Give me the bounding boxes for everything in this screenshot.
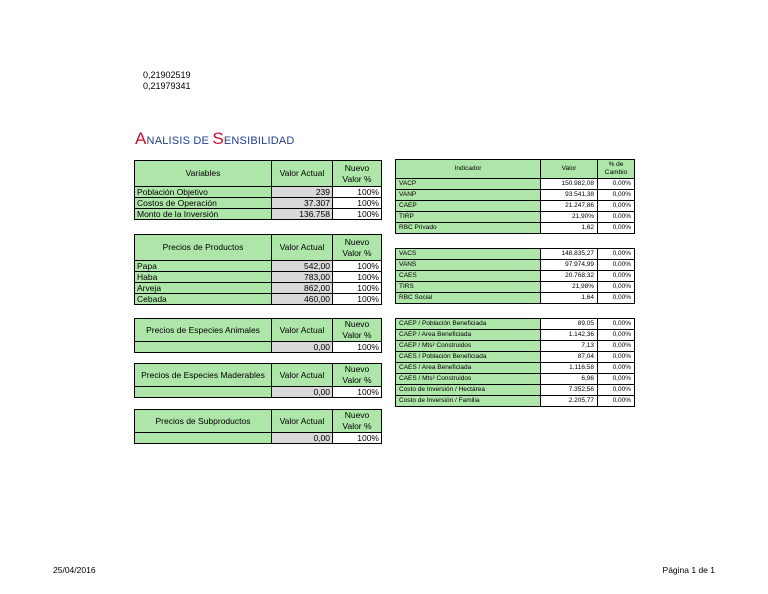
table-row [135, 294, 382, 305]
row-pct[interactable]: 100% [333, 261, 382, 272]
nuevo-valor-header: Nuevo Valor % [333, 235, 382, 261]
indicator-label: VANP [396, 190, 541, 201]
indicator-value: 7,13 [541, 341, 598, 352]
indicator-change: 0,00% [598, 179, 635, 190]
table-row [396, 330, 635, 341]
table-row [396, 374, 635, 385]
indicator-value: 87,04 [541, 352, 598, 363]
subproductos-table [134, 409, 382, 444]
table-header-row [135, 161, 382, 187]
productos-header: Precios de Productos [135, 235, 272, 261]
indicator-change: 0,00% [598, 190, 635, 201]
table-row [135, 387, 382, 398]
maderables-table [134, 363, 382, 398]
indicator-label: VACS [396, 249, 541, 260]
table-row [396, 223, 635, 234]
table-row [396, 319, 635, 330]
indicator-value: 20.768,32 [541, 271, 598, 282]
indicator-value: 93.541,38 [541, 190, 598, 201]
indicator-change: 0,00% [598, 363, 635, 374]
table-row [396, 341, 635, 352]
row-pct[interactable]: 100% [333, 209, 382, 220]
variables-table [134, 160, 382, 220]
table-row [396, 396, 635, 407]
row-value[interactable]: 0,00 [272, 342, 333, 353]
table-header-row [135, 235, 382, 261]
productos-table [134, 234, 382, 305]
row-pct[interactable]: 100% [333, 433, 382, 444]
row-value[interactable]: 460,00 [272, 294, 333, 305]
indicator-label: CAEP / Mts² Construidos [396, 341, 541, 352]
row-pct[interactable]: 100% [333, 198, 382, 209]
row-pct[interactable]: 100% [333, 283, 382, 294]
row-label: Haba [135, 272, 272, 283]
indicator-change: 0,00% [598, 249, 635, 260]
indicator-change: 0,00% [598, 319, 635, 330]
table-row [396, 190, 635, 201]
indicator-value: 97.974,99 [541, 260, 598, 271]
indicator-label: Costo de Inversión / Familia [396, 396, 541, 407]
row-label-empty [135, 342, 272, 353]
indicator-value: 6,96 [541, 374, 598, 385]
indicator-value: 1.116,58 [541, 363, 598, 374]
row-pct[interactable]: 100% [333, 387, 382, 398]
table-row [396, 260, 635, 271]
row-value[interactable]: 239 [272, 187, 333, 198]
table-row [396, 352, 635, 363]
indicator-change: 0,00% [598, 352, 635, 363]
nuevo-valor-header: Nuevo Valor % [333, 161, 382, 187]
table-row [396, 282, 635, 293]
animales-header: Precios de Especies Animales [135, 319, 272, 342]
valor-actual-header: Valor Actual [272, 410, 333, 433]
row-value[interactable]: 0,00 [272, 387, 333, 398]
indicator-change: 0,00% [598, 293, 635, 304]
footer-page-number: Página 1 de 1 [662, 565, 715, 575]
table-row [396, 385, 635, 396]
table-header-row [135, 319, 382, 342]
title-initial-s: S [212, 129, 224, 148]
row-label: Arveja [135, 283, 272, 294]
table-header-row [396, 160, 635, 179]
valor-actual-header: Valor Actual [272, 235, 333, 261]
footer-date: 25/04/2016 [53, 565, 96, 575]
indicador-header: Indicador [396, 160, 541, 179]
table-row [396, 271, 635, 282]
row-value[interactable]: 0,00 [272, 433, 333, 444]
cambio-header: % de Cambio [598, 160, 635, 179]
row-pct[interactable]: 100% [333, 342, 382, 353]
indicator-value: 21,98% [541, 282, 598, 293]
indicator-value: 21,90% [541, 212, 598, 223]
indicadores-table-1 [395, 159, 635, 234]
row-label-empty [135, 433, 272, 444]
table-row [396, 179, 635, 190]
indicator-label: RBC Social [396, 293, 541, 304]
subproductos-header: Precios de Subproductos [135, 410, 272, 433]
nuevo-valor-header: Nuevo Valor % [333, 364, 382, 387]
title-initial-a: A [135, 129, 147, 148]
indicator-label: CAEP / Población Beneficiada [396, 319, 541, 330]
indicator-label: TIRP [396, 212, 541, 223]
table-row [135, 261, 382, 272]
indicator-change: 0,00% [598, 341, 635, 352]
indicator-change: 0,00% [598, 374, 635, 385]
indicator-value: 1,62 [541, 223, 598, 234]
indicator-label: VANS [396, 260, 541, 271]
title-part-2: ENSIBILIDAD [223, 135, 295, 147]
indicator-label: CAES / Población Beneficiada [396, 352, 541, 363]
animales-table [134, 318, 382, 353]
row-label: Cebada [135, 294, 272, 305]
row-value[interactable]: 783,00 [272, 272, 333, 283]
table-row [396, 293, 635, 304]
table-row [135, 342, 382, 353]
valor-actual-header: Valor Actual [272, 364, 333, 387]
indicadores-table-2 [395, 248, 635, 304]
row-label: Población Objetivo [135, 187, 272, 198]
indicator-change: 0,00% [598, 260, 635, 271]
indicator-value: 148.835,27 [541, 249, 598, 260]
row-label: Papa [135, 261, 272, 272]
row-label: Costos de Operación [135, 198, 272, 209]
indicator-label: RBC Privado [396, 223, 541, 234]
valor-actual-header: Valor Actual [272, 319, 333, 342]
table-row [135, 209, 382, 220]
top-value-1: 0,21902519 [143, 70, 191, 80]
indicator-label: CAES [396, 271, 541, 282]
row-value[interactable]: 136.758 [272, 209, 333, 220]
indicator-value: 7.352,56 [541, 385, 598, 396]
indicator-change: 0,00% [598, 212, 635, 223]
indicator-value: 1,64 [541, 293, 598, 304]
indicator-label: CAEP [396, 201, 541, 212]
row-label-empty [135, 387, 272, 398]
row-value[interactable]: 37.307 [272, 198, 333, 209]
table-row [135, 187, 382, 198]
table-header-row [135, 410, 382, 433]
indicator-label: VACP [396, 179, 541, 190]
table-row [135, 272, 382, 283]
indicator-change: 0,00% [598, 330, 635, 341]
page-title [135, 129, 295, 149]
indicator-change: 0,00% [598, 223, 635, 234]
table-row [135, 433, 382, 444]
table-row [396, 201, 635, 212]
indicator-change: 0,00% [598, 396, 635, 407]
indicadores-table-3 [395, 318, 635, 407]
variables-header: Variables [135, 161, 272, 187]
indicator-label: Costo de Inversión / Hectárea [396, 385, 541, 396]
row-pct[interactable]: 100% [333, 187, 382, 198]
valor-actual-header: Valor Actual [272, 161, 333, 187]
valor-header: Valor [541, 160, 598, 179]
table-row [135, 198, 382, 209]
top-value-2: 0,21979341 [143, 81, 191, 91]
row-pct[interactable]: 100% [333, 294, 382, 305]
row-value[interactable]: 542,00 [272, 261, 333, 272]
indicator-change: 0,00% [598, 282, 635, 293]
title-part-1: NALISIS DE [146, 135, 213, 147]
indicator-value: 2.205,77 [541, 396, 598, 407]
indicator-change: 0,00% [598, 271, 635, 282]
indicator-value: 21.247,86 [541, 201, 598, 212]
nuevo-valor-header: Nuevo Valor % [333, 410, 382, 433]
row-pct[interactable]: 100% [333, 272, 382, 283]
indicator-change: 0,00% [598, 201, 635, 212]
table-row [396, 363, 635, 374]
indicator-label: CAES / Mts² Construidos [396, 374, 541, 385]
table-row [135, 283, 382, 294]
nuevo-valor-header: Nuevo Valor % [333, 319, 382, 342]
table-row [396, 249, 635, 260]
indicator-value: 89,05 [541, 319, 598, 330]
indicator-value: 1.142,36 [541, 330, 598, 341]
indicator-label: CAES / Area Beneficiada [396, 363, 541, 374]
table-row [396, 212, 635, 223]
row-value[interactable]: 862,00 [272, 283, 333, 294]
maderables-header: Precios de Especies Maderables [135, 364, 272, 387]
indicator-label: CAEP / Area Beneficiada [396, 330, 541, 341]
table-header-row [135, 364, 382, 387]
indicator-change: 0,00% [598, 385, 635, 396]
indicator-label: TIRS [396, 282, 541, 293]
indicator-value: 150.982,08 [541, 179, 598, 190]
row-label: Monto de la Inversión [135, 209, 272, 220]
